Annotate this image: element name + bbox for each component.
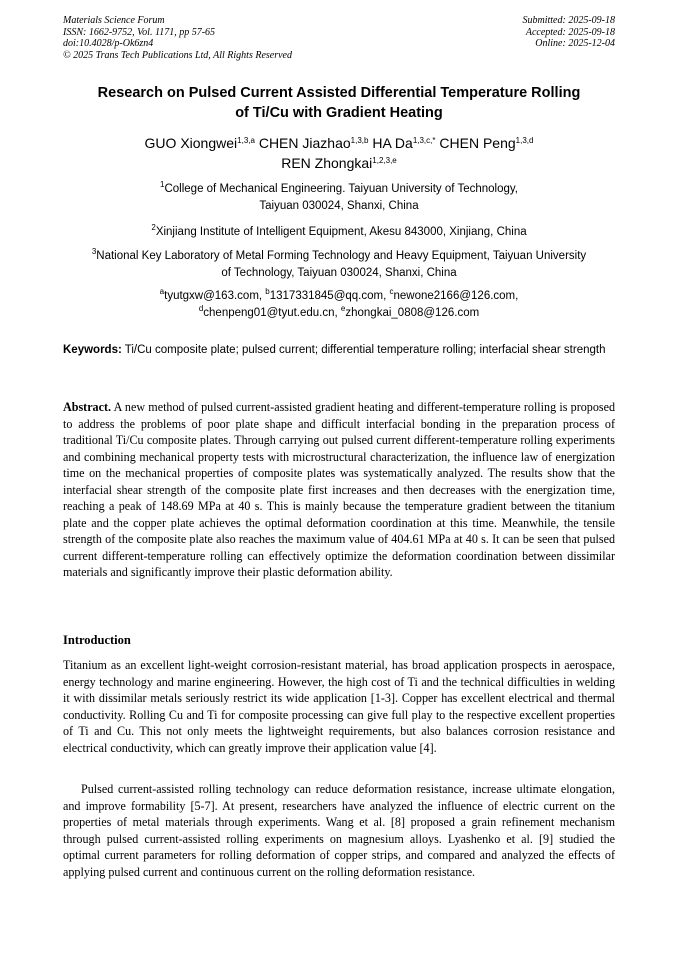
- title-line-1: Research on Pulsed Current Assisted Differential Temperature Rolling: [97, 85, 581, 101]
- affiliation-3: [40, 248, 638, 282]
- affiliation-line: Taiyuan 030024, Shanxi, China: [259, 200, 419, 212]
- author-name: REN Zhongkai: [281, 155, 373, 171]
- section-heading-introduction: Introduction: [63, 633, 131, 647]
- affiliation-line: College of Mechanical Engineering. Taiyuan University of Technology,: [164, 183, 518, 195]
- header-left: [63, 15, 292, 61]
- submitted-date: Submitted: 2025-09-18: [522, 15, 615, 26]
- author-1: [145, 135, 255, 151]
- author-2: [259, 135, 369, 151]
- email-sup: c: [389, 287, 394, 296]
- email-link[interactable]: tyutgxw@163.com,: [164, 290, 266, 302]
- author-sup: 1,3,c,*: [412, 136, 436, 145]
- online-date: Online: 2025-12-04: [535, 38, 615, 49]
- copyright: © 2025 Trans Tech Publications Ltd, All Rights Reserved: [63, 49, 292, 61]
- email-link[interactable]: chenpeng01@tyut.edu.cn,: [203, 307, 341, 319]
- author-sup: 1,3,b: [350, 136, 369, 145]
- author-4: [439, 135, 533, 151]
- abstract-block: [63, 399, 615, 581]
- keywords-block: [63, 342, 615, 359]
- email-sup: b: [265, 287, 270, 296]
- abstract-text: A new method of pulsed current-assisted gradient heating and different-temperature rolling is proposed to address the problems of poor plate shape and difficult interfacial bonding in the preparation process of traditional Ti/Cu composite plates. Through carrying out pulsed current different-temperature rolling experiments and combining mechanical property tests with microstructural characterization, the influence law of energization time on the mechanical properties of composite plates was systematically analyzed. The results show that the interfacial shear strength of the composite plate first increases and then decreases with the energization time, reaching a peak of 148.69 MPa at 40 s. This is mainly because the temperature gradient between the titanium plate and the copper plate achieves the optimal deformation coordination at this time. Meanwhile, the tensile strength of the composite plate also reaches the maximum value of 404.61 MPa at 40 s. It can be seen that pulsed current different-temperature rolling can effectively optimize the deformation coordination between dissimilar materials and significantly improve their plastic deformation ability.: [63, 400, 615, 579]
- paper-title: [40, 83, 638, 123]
- affiliation-sup: 3: [91, 247, 97, 256]
- email-sup: a: [159, 287, 165, 296]
- email-link[interactable]: 1317331845@qq.com,: [269, 290, 390, 302]
- abstract-label: Abstract.: [63, 400, 112, 414]
- author-name: CHEN Peng: [439, 135, 516, 151]
- email-link[interactable]: newone2166@126.com,: [393, 290, 519, 302]
- author-3: [372, 135, 435, 151]
- affiliation-sup: 1: [160, 180, 165, 189]
- affiliation-sup: 2: [151, 223, 156, 232]
- title-line-2: of Ti/Cu with Gradient Heating: [235, 105, 443, 121]
- doi: doi:10.4028/p-Ok6zn4: [63, 38, 154, 49]
- email-sup: e: [340, 304, 346, 313]
- author-5: [281, 155, 397, 171]
- keywords-text: Ti/Cu composite plate; pulsed current; differential temperature rolling; interfacial shear strength: [121, 344, 606, 356]
- author-sup: 1,3,a: [237, 136, 255, 145]
- author-name: HA Da: [372, 135, 413, 151]
- journal-name: Materials Science Forum: [63, 15, 165, 26]
- author-sup: 1,3,d: [515, 136, 534, 145]
- affiliation-line: National Key Laboratory of Metal Forming Technology and Heavy Equipment, Taiyuan University: [96, 250, 587, 262]
- affiliation-2: [40, 224, 638, 241]
- author-list: [40, 133, 638, 173]
- introduction-paragraph-2: Pulsed current-assisted rolling technology can reduce deformation resistance, increase ultimate elongation, and improve formability [5-7]. At present, researchers have analyzed the influence of electric current on the properties of metal materials through experiments. Wang et al. [8] proposed a grain refinement mechanism through pulsed current-assisted rolling experiments on magnesium alloys. Lyashenko et al. [9] studied the optimal current parameters for rolling deformation of copper strips, and compared and analyzed the effects of applying pulsed current and continuous current on the rolling deformation resistance.: [63, 782, 615, 879]
- author-emails: [40, 288, 638, 322]
- email-sup: d: [198, 304, 204, 313]
- author-sup: 1,2,3,e: [372, 156, 397, 165]
- affiliation-line: of Technology, Taiyuan 030024, Shanxi, China: [221, 267, 457, 279]
- issn: ISSN: 1662-9752, Vol. 1171, pp 57-65: [63, 26, 216, 38]
- keywords-label: Keywords:: [63, 344, 122, 356]
- introduction-paragraph-1: Titanium as an excellent light-weight corrosion-resistant material, has broad application prospects in aerospace, energy technology and marine engineering. However, the high cost of Ti and the technical difficulties in welding it with dissimilar metals seriously restrict its wide application [1-3]. Copper has excellent electrical and thermal conductivity. Rolling Cu and Ti for composite processing can give full play to the respective excellent properties of Ti and Cu. This not only meets the lightweight requirements, but also balances corrosion resistance and electrical conductivity, which can greatly improve their application value [4].: [63, 658, 615, 755]
- accepted-date: Accepted: 2025-09-18: [525, 26, 615, 38]
- header-right: [523, 15, 616, 50]
- author-name: CHEN Jiazhao: [258, 135, 351, 151]
- author-name: GUO Xiongwei: [144, 135, 238, 151]
- affiliation-1: [40, 181, 638, 215]
- affiliation-line: Xinjiang Institute of Intelligent Equipment, Akesu 843000, Xinjiang, China: [155, 226, 527, 238]
- email-link[interactable]: zhongkai_0808@126.com: [345, 307, 480, 319]
